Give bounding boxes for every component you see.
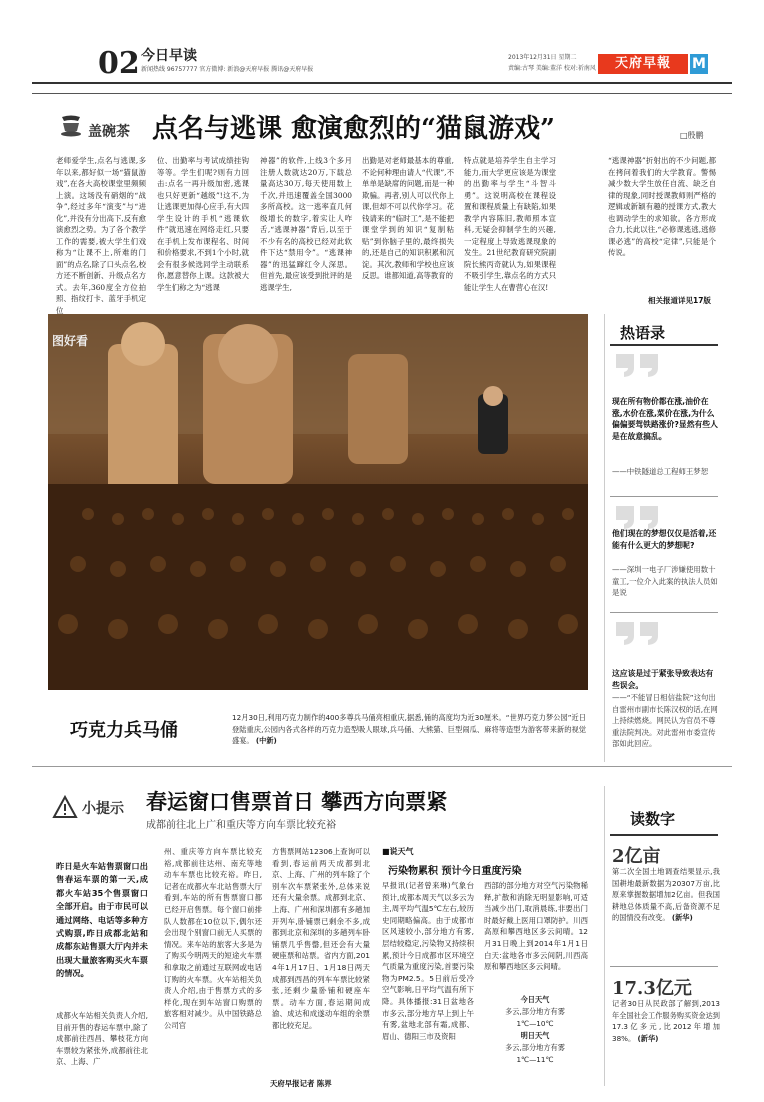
section-title: 今日早读 bbox=[141, 48, 197, 64]
tomorrow-temp: 1℃—11℃ bbox=[516, 1055, 554, 1064]
figure-1-credit: (新华) bbox=[671, 913, 693, 922]
newspaper-logo: 天府早報 bbox=[598, 54, 688, 74]
tip-headline: 春运窗口售票首日 攀西方向票紧 bbox=[146, 789, 448, 814]
weather-column-1: 早报讯(记者曾来琳)气象台预计,成都本周天气以多云为主,周平均气温5℃左右,较历史同期略偏高。由于成都市区风速较小,部分地方有雾,层结较稳定,污染物又持续积累,预计今日成都市区环境空气质量为重度污染,首要污染物为PM2.5。5日前后受冷空气影响,日平均气温有所下降。具体播报:31日盆地各市多云,部分地方早上到上午有雾,盆地北部有霜,成都、眉山、德阳三市及资阳 bbox=[382, 881, 474, 1041]
figure-divider bbox=[610, 966, 718, 967]
tip-column-3: 方售票网站12306上查询可以看到,春运前两天成都到北京、上海、广州的列车除了个别车次车票紧张外,总体来说还有大量余票。成都到北京、上海、广州和深圳都有多趟加开列车,卧铺票已剩余不多,成都到北京和深圳的多趟列车卧铺票几乎售罄,但还会有大量硬座票和站票。省内方面,2014年1月17日、1月18日两天成都到西昌的列车车票比较紧张,还剩少量卧铺和硬座车票。动车方面,春运期间成渝、成达和成遂动车组的余票都比较充足。 bbox=[272, 847, 370, 1030]
hot-quote-2-source: ——深圳一电子厂涉嫌使用数十童工,一位介入此案的执法人员如是说 bbox=[612, 565, 718, 597]
hot-quotes-title: 热语录 bbox=[620, 324, 666, 342]
quote-mark-icon bbox=[614, 352, 662, 378]
quote-divider-1 bbox=[610, 496, 718, 497]
tomorrow-desc: 多云,部分地方有雾 bbox=[505, 1043, 565, 1052]
rn-divider bbox=[604, 786, 605, 1086]
tip-lead: 昨日是火车站售票窗口出售春运车票的第一天,成都火车站35个售票窗口全部开启。由于市民可以通过网络、电话等多种方式购票,昨日成都北站和成都东站售票大厅内并未出现大量旅客购买火车票的情况。 bbox=[56, 861, 148, 979]
photo-illustration bbox=[48, 314, 588, 690]
read-numbers-rule bbox=[610, 834, 718, 836]
quote-mark-icon bbox=[614, 504, 662, 530]
figure-1-desc: 第二次全国土地调查结果显示,我国耕地最新数据为20307万亩,比原来掌握数据增加2亿亩。但我国耕地总体质量不高,后备资源不足的国情没有改变。 bbox=[612, 867, 720, 922]
logo-mark: M bbox=[690, 54, 708, 74]
tip-subhead: 成都前往北上广和重庆等方向车票比较充裕 bbox=[146, 820, 336, 831]
hot-quote-1: 现在所有物价都在涨,油价在涨,水价在涨,菜价在涨,为什么偏偏要驾铁路涨价?显然有些人是在故意搞乱。 bbox=[612, 397, 718, 441]
weather-column-2: 西部的部分地方对空气污染物稀释,扩散和消除无明显影响,可适当减少出门,取消晨练,非要出门时最好戴上医用口罩防护。川西高原和攀西地区多云间晴。12月31日晚上到2014年1月1日白天:盆地各市多云间阴,川西高原和攀西地区多云间晴。 bbox=[484, 881, 588, 972]
today-desc: 多云,部分地方有雾 bbox=[505, 1007, 565, 1016]
hot-quote-1-source: ——中铁隧道总工程师王梦恕 bbox=[612, 467, 709, 476]
figure-2: 17.3亿元 bbox=[612, 978, 692, 999]
photo-tag: 图好看 bbox=[52, 334, 89, 348]
figure-2-credit: (新华) bbox=[637, 1033, 659, 1043]
rail-divider bbox=[604, 314, 605, 762]
photo-caption-title: 巧克力兵马俑 bbox=[70, 720, 178, 741]
tip-author: 天府早报记者 陈界 bbox=[270, 1079, 332, 1088]
lead-column-2: 位、出勤率与考试成绩挂钩等等。学生们呢?则有力回击:点名一再升级加密,逃课也只好更新“越级”!这不,为让逃课更加得心应手,有大四学生设计的手机“逃课软件”就迅速在网络走红,只要在手机上发布课程名、时间和价格要求,不到1个小时,就会有很多候选同学主动联系你,愿意替你上课。这款被大学生们称之为“逃课 bbox=[157, 156, 249, 292]
column-label: 盖碗茶 bbox=[88, 124, 130, 140]
page-number: 02 bbox=[98, 46, 140, 81]
today-temp: 1℃—10℃ bbox=[516, 1019, 554, 1028]
hot-quote-3-source: ——“不能冒日相信盐院”这句出自雷州市副市长陈汉权的话,在网上持续燃烧。网民认为官员不尊重法院判决。对此雷州市委宣传部如此回应。 bbox=[612, 693, 718, 748]
tip-label: 小提示 bbox=[82, 801, 124, 817]
weather-title: 污染物累积 预计今日重度污染 bbox=[388, 866, 522, 877]
lead-column-3: 神器”的软件,上线3个多月注册人数就达20万,下载总量高达30万,每天使用数上千次,并迅速覆盖全国3000多所高校。这一逃率直几何级增长的数字,着实让人咋舌,“逃课神器”背后,以至于不少有名的高校已经对此软件下达“禁用令”。“逃课神器”的迅猛蹿红令人深思。但首先,最应该受到批评的是逃课学生, bbox=[260, 156, 352, 292]
figure-1: 2亿亩 bbox=[612, 846, 661, 867]
tip-column-1: 成都火车站相关负责人介绍,目前开售的春运车票中,除了成都前往西昌、攀枝花方向车票较为紧张外,成都前往北京、上海、广 bbox=[56, 1011, 148, 1067]
date-editors bbox=[508, 52, 596, 74]
read-numbers-title: 读数字 bbox=[630, 810, 676, 828]
date-line: 2013年12月31日 星期二 bbox=[508, 54, 577, 61]
lead-byline: □殷鹏 bbox=[680, 131, 704, 140]
lead-headline: 点名与逃课 愈演愈烈的“猫鼠游戏” bbox=[152, 114, 555, 144]
editors-line: 责编:古琴 美编:董洋 校对:祈南风 bbox=[508, 65, 596, 72]
weather-today bbox=[480, 994, 590, 1066]
photo-credit: (中新) bbox=[255, 736, 277, 745]
teacup-icon bbox=[58, 115, 84, 137]
hot-quotes-rule bbox=[610, 344, 718, 346]
lead-column-5: 特点就是培养学生自主学习能力,而大学更应该是为课堂的出勤率与学生“斗智斗勇”。这说明高校在课程设置和课程质量上有缺陷,如果教学内容陈旧,教师照本宣科,无疑会抑制学生的兴趣,一定程度上导致逃课现象的发生。21世纪教育研究院副院长熊丙奇就认为,如果课程不吸引学生,靠点名的方式只能让学生人在曹营心在汉! bbox=[464, 156, 556, 292]
lead-column-4: 出勤是对老师最基本的尊重,不论何种理由请人“代课”,不单单是缺席的问题,而是一种欺骗。再者,别人可以代你上课,但却不可以代你学习。花钱请来的“临时工”,是不能把课堂学到的知识“复制粘贴”到你脑子里的,最终损失的,还是自己的知识积累和沉淀。其次,教师和学校也应该反思。谁都知道,高等教育的 bbox=[362, 156, 454, 280]
see-more-link[interactable]: 相关报道详见17版 bbox=[648, 296, 711, 305]
lead-column-6: “逃课神器”折射出的不少问题,都在拷问着我们的大学教育。警惕减少数大学生放任自流、缺乏自律的现象,同时授课教师则严格的逻辑或新颖有趣的授课方式,教大也调动学生的求知欲。各方形成合力,长此以往,“必修课逃逃,逃修课必逃”的高校“定律”,只能是个传说。 bbox=[608, 156, 716, 257]
contact-info: 新闻热线 96757777 官方微博: 新浪@天府早报 腾讯@天府早报 bbox=[141, 66, 314, 73]
hot-quote-2: 他们现在的梦想仅仅是活着,还能有什么更大的梦想呢? bbox=[612, 529, 717, 550]
photo-caption-text: 12月30日,利用巧克力制作的400多尊兵马俑亮相重庆,据悉,俑的高度均为近30厘米。“世界巧克力梦公园”近日登陆重庆,公园内各式各样的巧克力造型吸人眼球,兵马俑、大熊猫、巨型闹瓜、麻将等造型为游客带来新的视觉盛宴。 bbox=[232, 713, 586, 745]
hot-quote-3: 这应该是过于紧张导致表达有些误会。 bbox=[612, 669, 714, 690]
chocolate-terracotta-photo bbox=[48, 314, 588, 690]
figure-2-desc: 记者30日从民政部了解到,2013年全国社会工作服务购买资金达到17.3亿多元,比2012年增加38%。 bbox=[612, 999, 720, 1043]
figure-2-text bbox=[612, 998, 720, 1044]
quote-mark-icon bbox=[614, 620, 662, 646]
weather-label: ■说天气 bbox=[382, 847, 414, 856]
today-title: 今日天气 bbox=[520, 995, 550, 1004]
photo-caption bbox=[232, 712, 586, 747]
warning-icon bbox=[52, 795, 78, 819]
tomorrow-title: 明日天气 bbox=[520, 1031, 550, 1040]
tip-column-2: 州、重庆等方向车票比较充裕,成都前往达州、南充等地动车车票也比较充裕。昨日,记者在成都火车北站售票大厅看到,车站的所有售票窗口都已经开启售票。每个窗口前排队人数都在10位以下,偶尔还会出现个别窗口前无人买票的情况。来车站的旅客大多是为了购买今明两天的短途火车票和拿取之前通过互联网或电话订购的火车票。火车站相关负责人介绍,由于售票方式的多样化,现在到车站窗口购票的旅客相对减少。从中国铁路总公司官 bbox=[164, 847, 262, 1030]
header-rule bbox=[32, 82, 732, 84]
lead-column-1: 老师爱学生,点名与逃课,多年以来,都好似一场“猫鼠游戏”,在各大高校课堂里频频上演。这场没有硝烟的“战争”,经过多年“演变”与“进化”,并没有分出高下,反有愈演愈烈之势。为了各个教学工作的需要,被大学生们戏称为“让课不上,所难的门面”的点名,除了口头点名,校方还不断创新、升级点名方式。去年,360度全方位拍照、指纹打卡、蓝牙手机定位 bbox=[56, 156, 146, 315]
quote-divider-2 bbox=[610, 612, 718, 613]
figure-1-text bbox=[612, 866, 720, 924]
section-divider bbox=[32, 766, 732, 767]
top-border bbox=[32, 93, 732, 94]
